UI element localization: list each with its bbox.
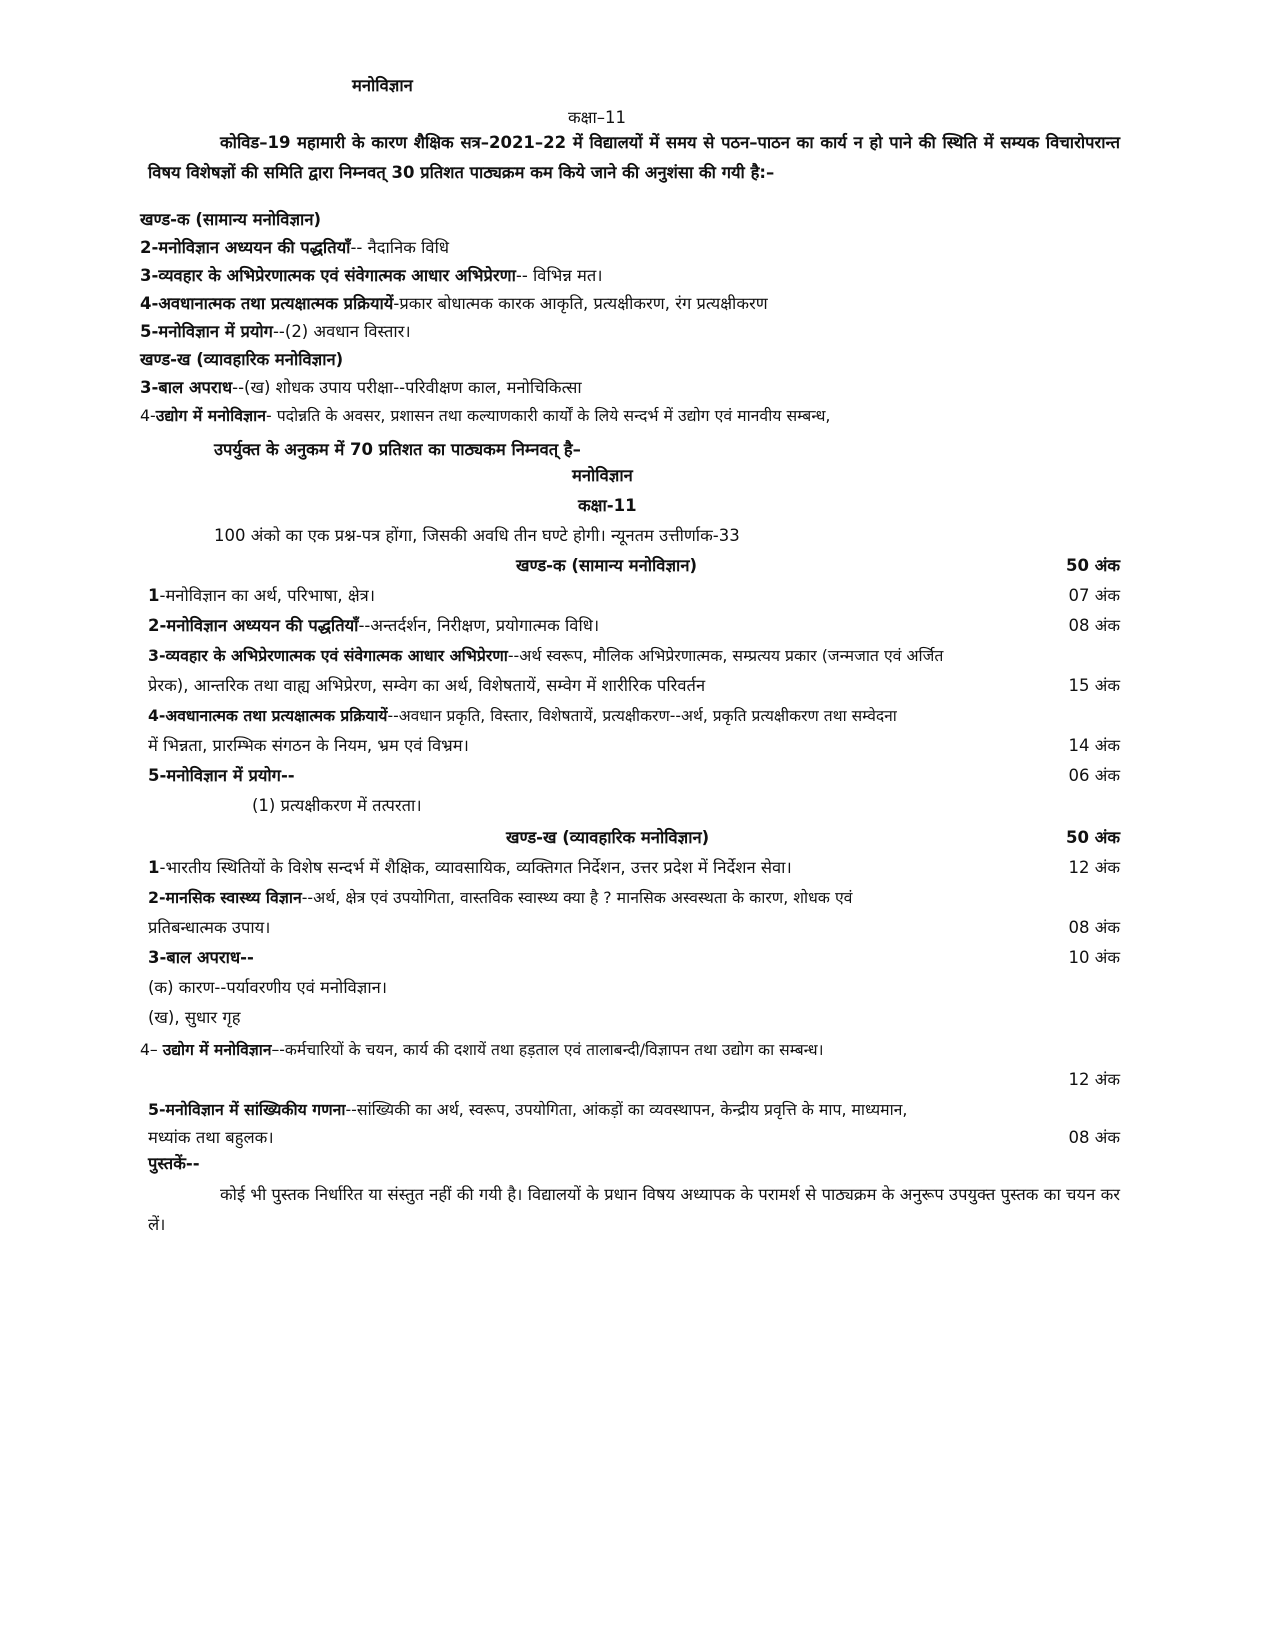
reduced-b-item: 4-उद्योग में मनोविज्ञान- पदोन्नति के अवसर, प्रशासन तथा कल्याणकारी कार्यों के लिये सन्दर्भ में उद्योग एवं मानवीय सम्बन्ध,: [140, 406, 831, 425]
unit-row: 5-मनोविज्ञान में प्रयोग-- 06 अंक: [148, 764, 1120, 788]
unit-subitem: (ख), सुधार गृह: [148, 1008, 241, 1027]
unit-marks: 10 अंक: [1068, 948, 1120, 967]
unit-row: 1-मनोविज्ञान का अर्थ, परिभाषा, क्षेत्र। 07 अंक: [148, 584, 1120, 608]
unit-marks: 14 अंक: [1068, 736, 1120, 755]
books-text: कोई भी पुस्तक निर्धारित या संस्तुत नहीं की गयी है। विद्यालयों के प्रधान विषय अध्यापक के परामर्श से पाठ्यक्रम के अनुरूप उपयुक्त पुस्तक का चयन कर लें।: [148, 1185, 1120, 1234]
unit-row: 2-मानसिक स्वास्थ्य विज्ञान--अर्थ, क्षेत्र एवं उपयोगिता, वास्तविक स्वास्थ्य क्या है ? मानसिक अस्वस्थता के कारण, शोधक एवं: [148, 888, 853, 907]
unit-marks: 08 अंक: [1068, 1128, 1120, 1147]
unit-marks: 12 अंक: [1068, 1070, 1120, 1089]
intro-text: कोविड–19 महामारी के कारण शैक्षिक सत्र–2021–22 में विद्यालयों में समय से पठन–पाठन का कार्य न हो पाने की स्थिति में सम्यक विचारोपरान्त विषय विशेषज्ञों की समिति द्वारा निम्नवत् 30 प्रतिशत पाठ्यक्रम कम किये जाने की अनुशंसा की गयी है:–: [148, 133, 1120, 182]
unit-row: 3-व्यवहार के अभिप्रेरणात्मक एवं संवेगात्मक आधार अभिप्रेरणा--अर्थ स्वरूप, मौलिक अभिप्रेरणात्मक, सम्प्रत्यय प्रकार (जन्मजात एवं अर्जित: [148, 646, 944, 665]
reduced-a-item: 2-मनोविज्ञान अध्ययन की पद्धतियाँ-- नैदानिक विधि: [140, 238, 450, 257]
reduced-section-a-title: खण्ड-क (सामान्य मनोविज्ञान): [140, 210, 322, 229]
unit-marks: 12 अंक: [1068, 858, 1120, 877]
unit-marks: 15 अंक: [1068, 676, 1120, 695]
unit-row: 5-मनोविज्ञान में सांख्यिकीय गणना--सांख्यिकी का अर्थ, स्वरूप, उपयोगिता, आंकड़ों का व्यवस्थापन, केन्द्रीय प्रवृत्ति के माप, माध्यमान,: [148, 1100, 908, 1119]
unit-row-continued: प्रेरक), आन्तरिक तथा वाह्य अभिप्रेरण, सम्वेग का अर्थ, विशेषतायें, सम्वेग में शारीरिक परिवर्तन 15 अंक: [148, 674, 1120, 698]
reduced-a-item: 4-अवधानात्मक तथा प्रत्यक्षात्मक प्रक्रियायें-प्रकार बोधात्मक कारक आकृति, प्रत्यक्षीकरण, रंग प्रत्यक्षीकरण: [140, 294, 768, 313]
section-b-marks: 50 अंक: [1066, 828, 1120, 847]
unit-row-continued: में भिन्नता, प्रारम्भिक संगठन के नियम, भ्रम एवं विभ्रम। 14 अंक: [148, 734, 1120, 758]
books-title: पुस्तकें--: [148, 1154, 200, 1173]
unit-row: 3-बाल अपराध-- 10 अंक: [148, 946, 1120, 970]
unit-row-continued: प्रतिबन्धात्मक उपाय। 08 अंक: [148, 916, 1120, 940]
subject-heading: मनोविज्ञान: [352, 76, 413, 95]
unit-marks: 06 अंक: [1068, 766, 1120, 785]
unit-row: 1-भारतीय स्थितियों के विशेष सन्दर्भ में शैक्षिक, व्यावसायिक, व्यक्तिगत निर्देशन, उत्तर प्रदेश में निर्देशन सेवा। 12 अंक: [148, 856, 1120, 880]
reduced-b-item: 3-बाल अपराध--(ख) शोधक उपाय परीक्षा--परिवीक्षण काल, मनोचिकित्सा: [140, 378, 582, 397]
reduced-section-b-title: खण्ड-ख (व्यावहारिक मनोविज्ञान): [140, 350, 344, 369]
reduced-a-item: 3-व्यवहार के अभिप्रेरणात्मक एवं संवेगात्मक आधार अभिप्रेरणा-- विभिन्न मत।: [140, 266, 603, 285]
syllabus-subject: मनोविज्ञान: [572, 466, 633, 485]
unit-row-continued: मध्यांक तथा बहुलक। 08 अंक: [148, 1126, 1120, 1150]
unit-subitem: (1) प्रत्यक्षीकरण में तत्परता।: [252, 796, 422, 815]
section-a-marks: 50 अंक: [1066, 556, 1120, 575]
syllabus-class: कक्षा-11: [578, 496, 637, 515]
syllabus-lead: उपर्युक्त के अनुकम में 70 प्रतिशत का पाठ्यकम निम्नवत् है–: [214, 440, 581, 459]
books-paragraph: [148, 1180, 1120, 1240]
exam-note: 100 अंको का एक प्रश्न-पत्र होंगा, जिसकी अवधि तीन घण्टे होगी। न्यूनतम उत्तीर्णाक-33: [214, 526, 740, 545]
section-a-title: खण्ड-क (सामान्य मनोविज्ञान): [516, 556, 698, 575]
unit-marks: 07 अंक: [1068, 586, 1120, 605]
class-heading: कक्षा–11: [568, 108, 627, 127]
unit-marks: 08 अंक: [1068, 616, 1120, 635]
section-b-title: खण्ड-ख (व्यावहारिक मनोविज्ञान): [506, 828, 710, 847]
unit-row: 4-अवधानात्मक तथा प्रत्यक्षात्मक प्रक्रियायें--अवधान प्रकृति, विस्तार, विशेषतायें, प्रत्यक्षीकरण--अर्थ, प्रकृति प्रत्यक्षीकरण तथा सम्वेदना: [148, 707, 897, 725]
reduced-a-item: 5-मनोविज्ञान में प्रयोग--(2) अवधान विस्तार।: [140, 322, 411, 341]
unit-marks: 08 अंक: [1068, 918, 1120, 937]
unit-row: 4– उद्योग में मनोविज्ञान–-कर्मचारियों के चयन, कार्य की दशायें तथा हड़ताल एवं तालाबन्दी/विज्ञापन तथा उद्योग का सम्बन्ध।: [140, 1041, 824, 1059]
unit-row: 2-मनोविज्ञान अध्ययन की पद्धतियाँ--अन्तर्दर्शन, निरीक्षण, प्रयोगात्मक विधि। 08 अंक: [148, 614, 1120, 638]
intro-paragraph: [148, 128, 1120, 188]
unit-subitem: (क) कारण--पर्यावरणीय एवं मनोविज्ञान।: [148, 978, 388, 997]
